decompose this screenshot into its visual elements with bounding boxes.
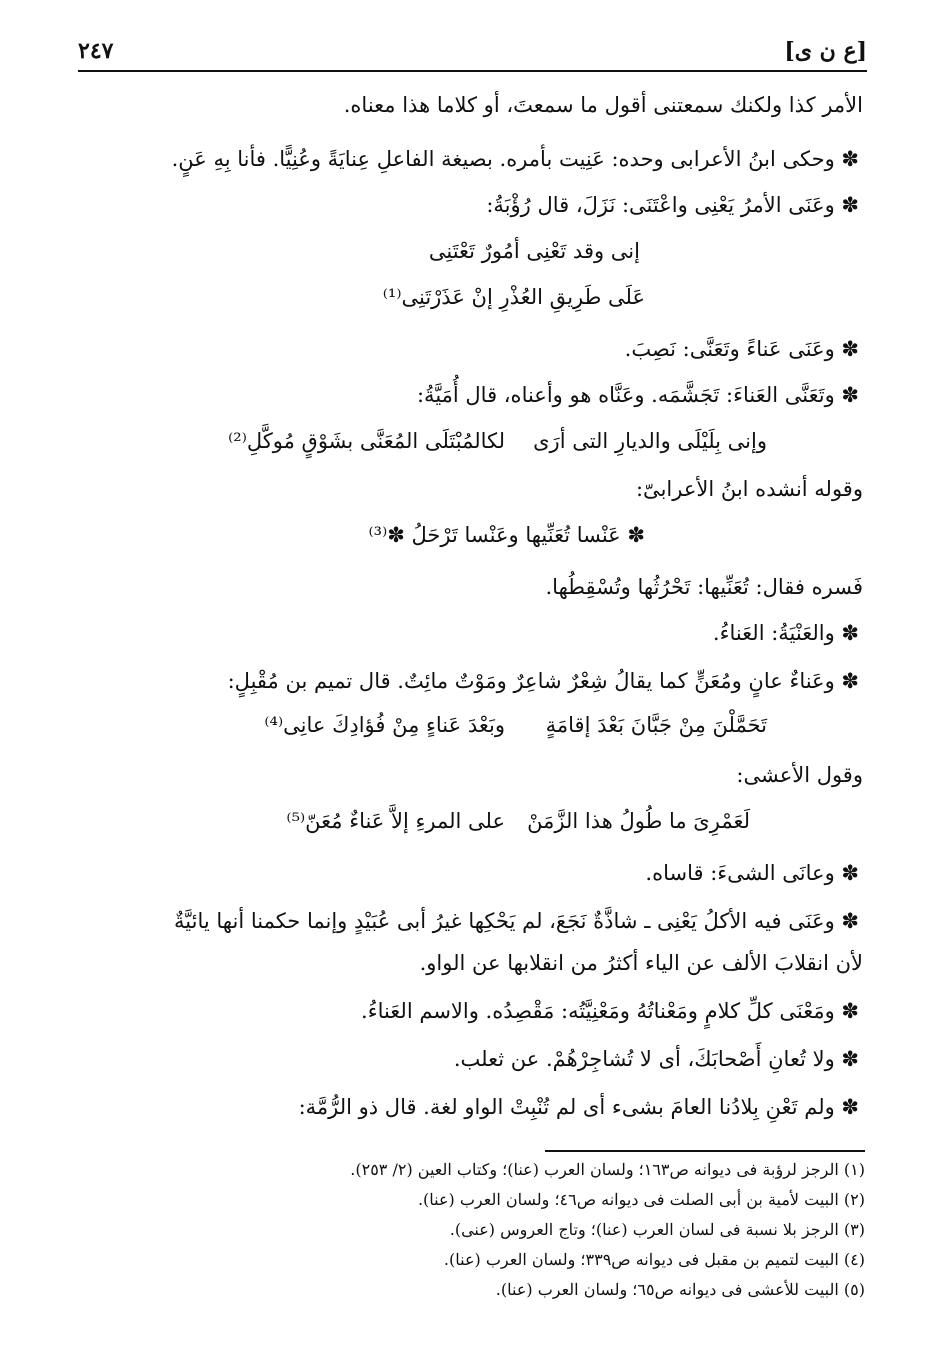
entry-line: ✽ وعَنَى فيه الأكلُ يَعْنِى ـ شاذَّةٌ نَجَعَ، لم يَحْكِها غيرُ أبى عُبَيْدٍ وإنما حكمنا أنها يائيَّةٌ <box>174 909 859 933</box>
footnote: (١) الرجز لرؤبة فى ديوانه ص١٦٣؛ ولسان العرب (عنا)؛ وكتاب العين (٢/ ٢٥٣). <box>350 1160 865 1179</box>
entry-line: ✽ والعَنْيَةُ: العَناءُ. <box>712 621 859 645</box>
verse-line: عَلَى طَرِيقِ العُذْرِ إنْ عَذَرْتَنِى⁽¹⁾ <box>382 285 645 309</box>
verse-hemistich-2: لكالمُبْتَلَى المُعَنَّى بشَوْقٍ مُوكَّلِ⁽²⁾ <box>228 429 505 453</box>
footnote: (٥) البيت للأعشى فى ديوانه ص٦٥؛ ولسان العرب (عنا). <box>495 1280 865 1299</box>
verse-hemistich-2: وبَعْدَ عَناءٍ مِنْ فُؤادِكَ عانِى⁽⁴⁾ <box>264 713 505 737</box>
entry-line: ✽ وعانَى الشىءَ: قاساه. <box>645 861 859 885</box>
verse-hemistich-2: على المرءِ إلاَّ عَناءٌ مُعَنّ⁽⁵⁾ <box>286 809 505 833</box>
text-line: فَسره فقال: تُعَنِّيها: تَحْرُثُها وتُسْقِطُها. <box>545 575 863 599</box>
entry-line: ✽ وعَناءٌ عانٍ ومُعَنٍّ كما يقالُ شِعْرٌ شاعِرٌ ومَوْتٌ مائِتٌ. قال تميم بن مُقْبِلٍ: <box>227 669 859 693</box>
verse-hemistich-1: لَعَمْرِىَ ما طُولُ هذا الزَّمَنْ <box>527 809 750 833</box>
entry-line: ✽ وحكى ابنُ الأعرابى وحده: عَنِيت بأمره. بصيغة الفاعلِ عِنايَةً وعُنِيًّا. فأنا بِهِ عَنٍ. <box>171 147 859 171</box>
text-line: لأن انقلابَ الألف عن الياء أكثرُ من انقلابها عن الواو. <box>419 951 863 975</box>
footnote: (٣) الرجز بلا نسبة فى لسان العرب (عنا)؛ وتاج العروس (عنى). <box>449 1220 865 1239</box>
text-line: الأمر كذا ولكنك سمعتنى أقول ما سمعتَ، أو كلاما هذا معناه. <box>343 93 863 117</box>
page-header <box>78 36 867 72</box>
root-heading: [ع ن ى] <box>784 38 867 64</box>
verse-line: إنى وقد تَعْنِى أمُورٌ تَعْتَنِى <box>428 239 640 263</box>
footnote-divider <box>545 1150 865 1152</box>
verse-hemistich-1: تَحَمَّلْنَ مِنْ جَبَّانَ بَعْدَ إقامَةٍ <box>545 713 767 737</box>
text-line: وقول الأعشى: <box>736 763 863 787</box>
footnote: (٤) البيت لتميم بن مقبل فى ديوانه ص٣٣٩؛ ولسان العرب (عنا). <box>443 1250 865 1269</box>
page-number: ٢٤٧ <box>78 38 114 64</box>
footnote: (٢) البيت لأمية بن أبى الصلت فى ديوانه ص٤٦؛ ولسان العرب (عنا). <box>417 1190 865 1209</box>
entry-line: ✽ ولا تُعانِ أَصْحابَكَ، أى لا تُشاجِرْهُمْ. عن ثعلب. <box>453 1047 859 1071</box>
entry-line: ✽ ومَعْنَى كلِّ كلامٍ ومَعْناتُهُ ومَعْنِيَّتُه: مَقْصِدُه. والاسم العَناءُ. <box>361 999 859 1023</box>
verse-line: ✽ عَنْسا تُعَنِّيها وعَنْسا تَرْحَلُ ✽⁽³⁾ <box>368 523 645 547</box>
entry-line: ✽ وعَنَى الأمرُ يَعْنِى واعْتَنَى: نَزَلَ، قال رُؤْبَةُ: <box>486 193 859 217</box>
verse-hemistich-1: وإنى بِلَيْلَى والديارِ التى أرَى <box>533 429 767 453</box>
text-line: وقوله أنشده ابنُ الأعرابىّ: <box>635 477 863 501</box>
entry-line: ✽ ولم تَعْنِ بِلادُنا العامَ بشىء أى لم تُنْبِتْ الواو لغة. قال ذو الرُّمَّة: <box>298 1095 859 1119</box>
entry-line: ✽ وتَعَنَّى العَناءَ: تَجَشَّمَه. وعَنَّاه هو وأعناه، قال أُمَيَّةُ: <box>416 383 859 407</box>
entry-line: ✽ وعَنَى عَناءً وتَعَنَّى: نَصِبَ. <box>624 337 859 361</box>
